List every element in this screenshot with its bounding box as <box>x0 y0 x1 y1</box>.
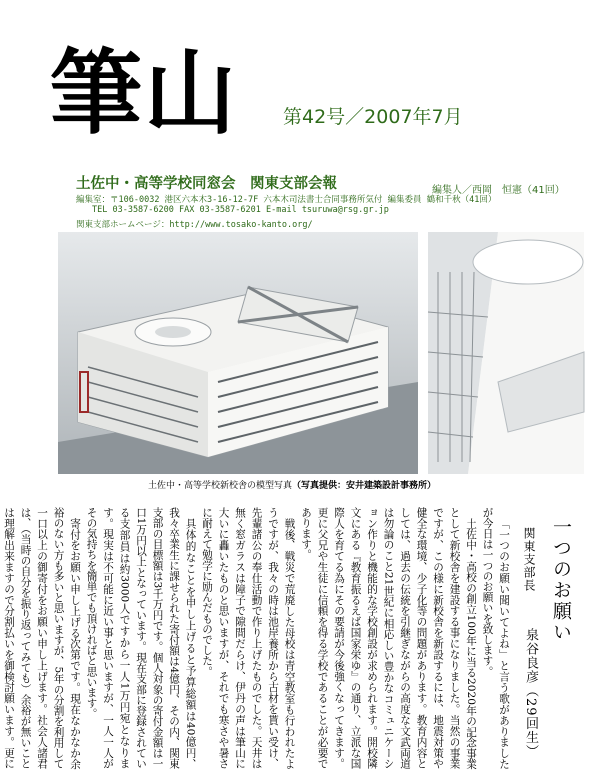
article-body <box>3 507 512 769</box>
author-role: 関東支部長 <box>522 527 536 592</box>
model-detail-illustration <box>428 232 584 474</box>
school-model-illustration <box>58 232 418 474</box>
article-paragraph: 土佐中・高校の創立100年に当る2020年の記念事業として新校舎を建設する事になりました。当然の事業ですが、この様に新校舎を新設するには、地震対策や健全な環境、少子化等の問題があります。教育内容としては、過去の伝統を引継ぎながらの高度な文武両道は勿論のこと21世紀に相応しい豊かなコミュニケーション作りと機能的な学校創設が求められます。開校隣文にある『教育振るえば国家栄ゆ』の通り、立派な国際人を育てる為にその要請が今後強くなってきます。更に父兄や生徒に信頼を得る学校であることが必要であります。 <box>300 507 477 769</box>
masthead-title: 筆山 <box>50 40 239 147</box>
contact-line: TEL 03-3587-6200 FAX 03-3587-6201 E-mail tsuruwa@rsg.gr.jp <box>92 205 389 215</box>
photo-caption <box>148 478 436 491</box>
article-title: 一つのお願い <box>550 517 572 643</box>
model-detail-photo <box>428 232 584 474</box>
editor-line: 編集人／西岡 恒憲（41回） <box>432 185 565 196</box>
article-paragraph: 具体的なことを申し上げると予算総額は40億円、我々卒業生に課せられた寄付額は4億円、その内、関東支部の目標額は3千万円です。個人対象の寄付金額は一口1万円以上となっています。現在支部に登録されている支部員は約3000人ですから一人1万円宛となります。現実は不可能に近い事と思いますが、一人一人がその気持ちを簡単でも頂ければと思います。 <box>85 507 197 769</box>
homepage-link[interactable]: 関東支部ホームページ：http://www.tosako-kanto.org/ <box>76 220 313 230</box>
author-name: 泉谷良彦（29回生） <box>523 628 538 759</box>
issue-number: 第42号／2007年7月 <box>283 106 463 128</box>
article-paragraph: 「一つのお願い聞いてよね」と言う歌がありましたが今日は一つのお願いを致します。 <box>481 507 510 769</box>
photo-credit: （写真提供：安井建築設計事務所） <box>292 481 437 491</box>
organization-name: 土佐中・高等学校同窓会 関東支部会報 <box>76 176 337 192</box>
article-paragraph: 戦後、戦災で荒廃した母校は青空教室も行われたようですが、我々の時は池岸養所から古材を貰い受け、先輩諸公の奉仕活動で作り上げたものでした。天井は無く窓ガラスは障子で隙間だらけ、伊丹の声は筆山に大いに轟いたものと思いますが、それでも寒さや暑さに耐えて勉学に励んだものでした。 <box>201 507 296 769</box>
editorial-office: 編集室：〒106-0032 港区六本木3-16-12-7F 六本木司法書士合同事務所気付 編集委員 鶴和千秋（41回） <box>76 195 497 205</box>
school-model-photo <box>58 232 418 474</box>
caption-text: 土佐中・高等学校新校舎の模型写真 <box>148 481 293 491</box>
article-paragraph: 寄付をお願い申し上げる次第です。現在なかなか余裕のない方も多いと思いますが、5年の分割を利用して一口以上の御寄付をお願い申し上げます。社会人諸君は、（当時の自分を振り返ってみても）余裕が無いことは理解出来ますので分割払いを御検討願います。更に <box>3 507 81 769</box>
